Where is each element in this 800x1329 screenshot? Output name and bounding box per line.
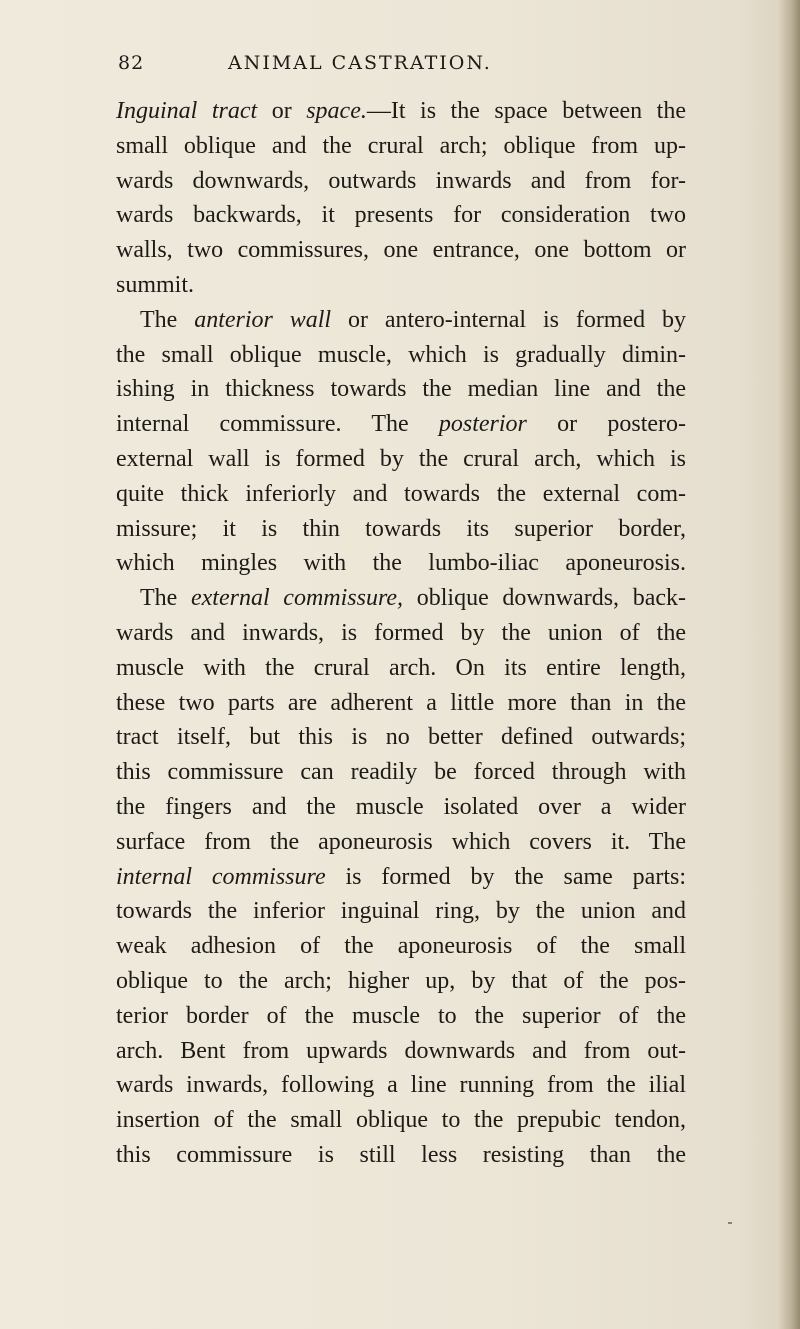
text-run: terior border of the muscle to the superior of the [116,1002,686,1029]
text-line [116,720,686,755]
text-line [116,860,686,895]
text-line [116,268,686,303]
text-run: weak adhesion of the aponeurosis of the small [116,933,686,960]
italic-term: external commissure, [190,585,404,612]
body-text [116,94,686,1173]
text-line [116,1034,686,1069]
text-line [116,198,686,233]
text-line [116,581,686,616]
text-line [116,94,686,129]
text-line [116,546,686,581]
text-run: tract itself, but this is no better defined outwards; [116,724,686,751]
text-line [116,1068,686,1103]
text-run: wards inwards, following a line running from the ilial [116,1072,686,1099]
text-line [116,233,686,268]
text-run: the fingers and the muscle isolated over a wider [116,793,686,820]
text-line [116,894,686,929]
text-line [116,825,686,860]
text-run: wards and inwards, is formed by the union of the [116,619,686,646]
text-line [116,407,686,442]
text-line [116,1138,686,1173]
text-run: which mingles with the lumbo-iliac aponeurosis. [116,550,686,577]
text-line [116,790,686,825]
page-number: 82 [118,52,145,74]
text-line [116,477,686,512]
text-run: surface from the aponeurosis which covers it. The [116,828,686,855]
text-run: wards backwards, it presents for consideration two [116,202,686,229]
text-run: this commissure can readily be forced through with [116,759,686,786]
text-line [116,372,686,407]
text-line [116,512,686,547]
text-run: small oblique and the crural arch; oblique from up- [116,132,686,159]
text-line [116,442,686,477]
text-run: missure; it is thin towards its superior border, [116,515,686,542]
text-run: or antero-internal is formed by [331,306,687,333]
italic-term: space. [306,98,367,124]
text-run: the small oblique muscle, which is gradually dimin- [116,341,686,368]
paper-speck [728,1222,732,1224]
text-run: these two parts are adherent a little more than in the [116,689,686,716]
text-run: internal commissure. The [116,411,439,438]
text-line [116,1103,686,1138]
italic-term: Inguinal tract [116,98,258,124]
text-line [116,964,686,999]
text-run: is formed by the same parts: [325,863,687,890]
text-run: muscle with the crural arch. On its entire length, [116,654,686,681]
text-line [116,686,686,721]
running-head: ANIMAL CASTRATION. [228,52,492,74]
text-run: —It is the space between the [366,98,686,124]
text-run: this commissure is still less resisting than the [116,1141,686,1168]
text-run: or [257,98,307,124]
text-run: insertion of the small oblique to the prepubic tendon, [116,1107,686,1134]
text-run: external wall is formed by the crural arch, which is [116,445,686,472]
text-run: arch. Bent from upwards downwards and from out- [116,1037,686,1064]
text-run: The [140,306,195,333]
text-line [116,164,686,199]
text-line [116,303,686,338]
text-line [116,616,686,651]
text-line [116,129,686,164]
text-run: The [140,585,191,612]
text-line [116,755,686,790]
text-run: ishing in thickness towards the median line and the [116,376,686,403]
text-run: or postero- [526,411,686,438]
text-run: towards the inferior inguinal ring, by the union and [116,898,686,925]
text-line [116,929,686,964]
text-run: quite thick inferiorly and towards the external com- [116,480,686,507]
text-run: wards downwards, outwards inwards and from for- [116,167,686,194]
page-header [118,52,678,82]
text-run: oblique downwards, back- [403,585,687,612]
text-run: summit. [116,271,195,298]
text-line [116,999,686,1034]
text-run: walls, two commissures, one entrance, one bottom or [116,237,686,264]
text-line [116,338,686,373]
page-edge-shadow [778,0,800,1329]
text-run: oblique to the arch; higher up, by that of the pos- [116,967,686,994]
text-line [116,651,686,686]
italic-term: posterior [438,411,527,438]
italic-term: internal commissure [116,863,326,890]
italic-term: anterior wall [194,306,332,333]
